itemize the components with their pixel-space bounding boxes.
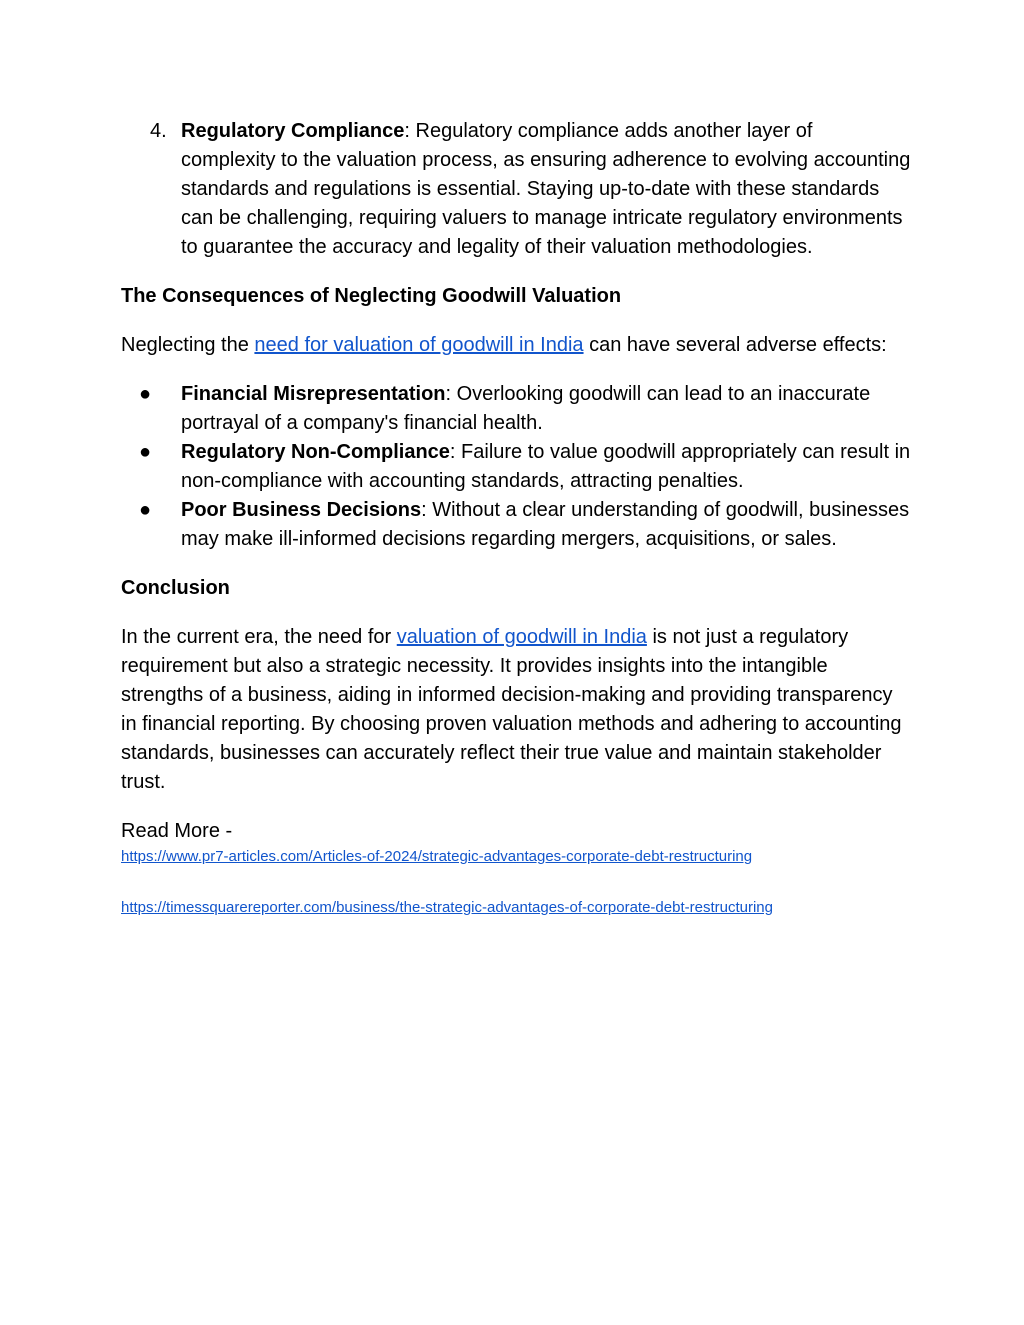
list-item-title: Regulatory Compliance: [181, 120, 405, 142]
bullet-icon: ●: [139, 383, 152, 405]
bullet-body: [181, 380, 911, 438]
bullet-text: : Overlooking goodwill can lead to an inaccurate portrayal of a company's financial health.: [181, 383, 871, 434]
bullet-text: : Failure to value goodwill appropriately can result in non-compliance with accounting standards, attracting penalties.: [181, 441, 911, 492]
list-item: [121, 496, 911, 554]
consequences-intro: [121, 331, 911, 360]
consequences-list: [121, 380, 911, 554]
intro-text-before: Neglecting the: [121, 334, 255, 356]
read-more-link-timessquare[interactable]: https://timessquarereporter.com/business/the-strategic-advantages-of-corporate-debt-restructuring: [121, 899, 773, 916]
bullet-body: [181, 496, 911, 554]
list-item: [121, 380, 911, 438]
document-page: [121, 117, 911, 919]
list-item-text: : Regulatory compliance adds another layer of complexity to the valuation process, as ensuring adherence to evolving accounting standards and regulations is essential. Staying up-to-date with these standards can be challenging, requiring valuers to manage intricate regulatory environments to guarantee the accuracy and legality of their valuation methodologies.: [181, 120, 911, 258]
conclusion-text-after: is not just a regulatory requirement but also a strategic necessity. It provides insights into the intangible strengths of a business, aiding in informed decision-making and providing transparency in financial reporting. By choosing proven valuation methods and adhering to accounting standards, businesses can accurately reflect their true value and maintain stakeholder trust.: [121, 626, 902, 793]
list-number: 4.: [150, 120, 167, 142]
list-item-body: [181, 117, 911, 262]
spacer: [121, 868, 911, 897]
conclusion-heading: Conclusion: [121, 577, 230, 599]
bullet-text: : Without a clear understanding of goodwill, businesses may make ill-informed decisions regarding mergers, acquisitions, or sales.: [181, 499, 910, 550]
conclusion-paragraph: [121, 623, 911, 797]
bullet-title: Poor Business Decisions: [181, 499, 422, 521]
numbered-list-item: [121, 117, 911, 262]
bullet-icon: ●: [139, 441, 152, 463]
read-more-link-pr7[interactable]: https://www.pr7-articles.com/Articles-of-2024/strategic-advantages-corporate-debt-restructuring: [121, 848, 753, 865]
consequences-heading: The Consequences of Neglecting Goodwill Valuation: [121, 285, 622, 307]
list-item: [121, 438, 911, 496]
read-more-section: [121, 817, 911, 919]
bullet-title: Financial Misrepresentation: [181, 383, 446, 405]
goodwill-need-link[interactable]: need for valuation of goodwill in India: [254, 334, 584, 356]
bullet-title: Regulatory Non-Compliance: [181, 441, 450, 463]
conclusion-text-before: In the current era, the need for: [121, 626, 397, 648]
bullet-body: [181, 438, 911, 496]
bullet-icon: ●: [139, 499, 152, 521]
read-more-label: Read More -: [121, 820, 233, 842]
goodwill-valuation-link[interactable]: valuation of goodwill in India: [396, 626, 647, 648]
intro-text-after: can have several adverse effects:: [583, 334, 887, 356]
